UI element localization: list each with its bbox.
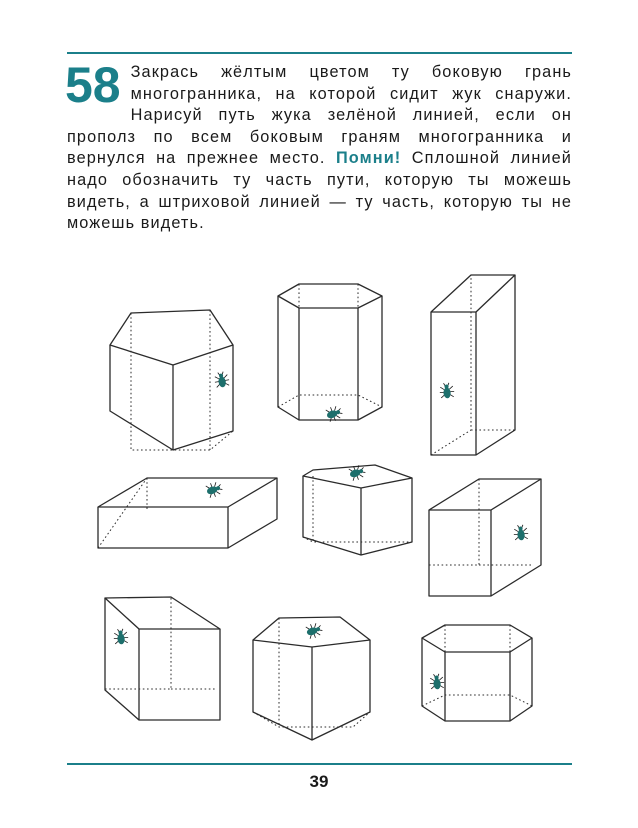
figure-hexagonal-prism-2	[422, 625, 532, 721]
beetle-icon	[113, 628, 129, 644]
figure-cube-2	[105, 597, 220, 720]
beetle-icon	[513, 524, 529, 540]
beetle-icon	[213, 371, 230, 389]
figure-hexagonal-prism-1	[278, 284, 382, 423]
bottom-rule	[67, 763, 572, 765]
beetle-icon	[205, 480, 224, 499]
figure-pentagonal-prism-1	[110, 310, 233, 450]
note-label: Помни!	[335, 149, 412, 168]
figure-quadrangular-prism	[431, 275, 515, 455]
beetle-icon	[439, 382, 455, 398]
figure-cube-1	[429, 479, 541, 596]
beetle-icon	[305, 621, 324, 640]
task-instruction: Закрась жёлтым цветом ту боковую грань многогранника, на которой сидит жук снаружи. Нарисуй путь жука зелёной линией, если он прополз по всем боковым граням многогранника и вернулся на прежнее место.	[67, 63, 572, 168]
note-text: Сплошной линией надо обозначить ту часть пути, которую ты можешь видеть, а штриховой линией — ту часть, которую ты не можешь видеть.	[67, 149, 573, 233]
figure-flat-box	[98, 478, 277, 548]
beetle-icon	[429, 673, 445, 689]
figure-pentagonal-prism-3	[253, 617, 370, 740]
task-number: 58	[65, 57, 121, 113]
figure-pentagonal-prism-2	[303, 463, 412, 555]
page-number: 39	[309, 772, 329, 791]
